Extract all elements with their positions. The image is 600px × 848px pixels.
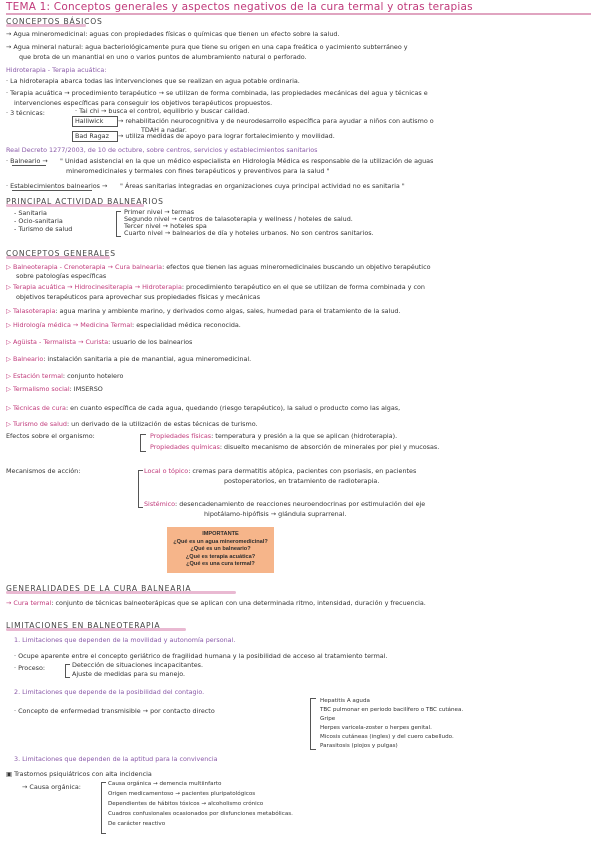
term: Bad Ragaz xyxy=(75,132,109,140)
bracket xyxy=(65,664,70,678)
text-line: · Concepto de enfermedad transmisible → por contacto directo xyxy=(14,707,215,715)
list-item: - Ocio-sanitaria xyxy=(14,217,63,225)
important-heading: IMPORTANTE xyxy=(202,531,239,537)
subheading: Hidroterapia - Terapia acuática: xyxy=(6,66,107,74)
text-line: " Unidad asistencial en la que un médico especialista en Hidrología Médica es responsable de la utilización de aguas xyxy=(60,157,434,165)
text-line: · Tai chi → busca el control, equilibrio y buscar calidad. xyxy=(75,107,250,115)
term: Sistémico xyxy=(144,500,176,508)
section-heading-generalidades: GENERALIDADES DE LA CURA BALNEARIA xyxy=(6,584,192,593)
list-item: Dependientes de hábitos tóxicos → alcoholismo crónico xyxy=(108,801,264,807)
definition: : usuario de los balnearios xyxy=(108,338,193,346)
underline xyxy=(12,165,46,166)
text-line: que brota de un manantial en uno o varios puntos de alumbramiento natural o perforado. xyxy=(19,53,307,61)
important-question: ¿Qué es terapia acuática? xyxy=(185,553,256,560)
definition: : conjunto hotelero xyxy=(62,372,124,380)
text-line: hipotálamo-hipófisis → glándula suprarrenal. xyxy=(204,510,347,518)
term: ▷ Termalismo social xyxy=(6,385,70,393)
term: Halliwick xyxy=(75,117,104,125)
definition: : desencadenamiento de reacciones neuroendocrinas por estimulación del eje xyxy=(175,500,426,508)
subheading: 3. Limitaciones que dependen de la aptitud para la convivencia xyxy=(14,755,218,763)
term: Propiedades físicas xyxy=(150,432,212,440)
subheading: 1. Limitaciones que dependen de la movilidad y autonomía personal. xyxy=(14,636,236,644)
list-item: Hepatitis A aguda xyxy=(320,698,370,704)
text-line: → Agua mineromedicinal: aguas con propiedades físicas o químicas que tienen un efecto sobre la salud. xyxy=(6,30,340,38)
list-item: Segundo nivel → centros de talasoterapia y wellness / hoteles de salud. xyxy=(124,215,353,223)
text-line: · Balneario → xyxy=(6,157,48,165)
term: ▷ Hidrología médica xyxy=(6,321,71,329)
term: ▷ Técnicas de cura xyxy=(6,404,66,412)
subheading: Real Decreto 1277/2003, de 10 de octubre, sobre centros, servicios y establecimientos sanitarios xyxy=(6,146,318,154)
term: ▷ Agüista - Termalista xyxy=(6,338,77,346)
list-item: Cuadros confusionales ocasionados por disfunciones metabólicas. xyxy=(108,811,293,817)
list-item: TBC pulmonar en periodo bacilífero o TBC cutánea. xyxy=(320,707,464,713)
bracket xyxy=(101,782,106,834)
important-question: ¿Qué es una cura termal? xyxy=(186,561,255,568)
text-line: · Ocupe aparente entre el concepto geriátrico de fragilidad humana y la posibilidad de acceso al tratamiento termal. xyxy=(14,652,388,660)
subheading: 2. Limitaciones que depende de la posibilidad del contagio. xyxy=(14,688,205,696)
definition: : un derivado de la utilización de estas técnicas de turismo. xyxy=(66,420,258,428)
important-box xyxy=(167,527,274,573)
definition: : procedimiento terapéutico en el que se utilizan de forma combinada y con xyxy=(181,283,425,291)
definition: : especialidad médica reconocida. xyxy=(132,321,241,329)
text-line: · 3 técnicas: xyxy=(6,109,45,117)
text-line: TDAH a nadar. xyxy=(141,126,187,134)
list-item: Ajuste de medidas para su manejo. xyxy=(72,670,186,678)
bracket xyxy=(310,698,316,750)
text-line: intervenciones específicas para conseguir los objetivos terapéuticos propuestos. xyxy=(14,99,273,107)
text-line: mineromedicinales y termales con fines terapéuticos y preventivos para la salud " xyxy=(66,167,330,175)
list-item: Gripe xyxy=(320,716,336,722)
list-item: Tercer nivel → hoteles spa xyxy=(124,222,207,230)
definition: : temperatura y presión a la que se aplican (hidroterapia). xyxy=(211,432,398,440)
term: → Cura termal xyxy=(6,599,52,607)
important-question: ¿Qué es un agua mineromedicinal? xyxy=(173,538,268,545)
definition: : agua marina y ambiente marino, y derivados como algas, sales, humedad para el tratamiento de la salud. xyxy=(55,307,401,315)
text-line: → rehabilitación neurocognitiva y de neurodesarrollo específica para ayudar a niños con autismo o xyxy=(118,117,434,125)
important-question: ¿Qué es un balneario? xyxy=(190,546,251,553)
list-item: De carácter reactivo xyxy=(108,821,166,827)
list-item: - Turismo de salud xyxy=(14,225,73,233)
text-line: sobre patologías específicas xyxy=(16,272,107,280)
list-item: Herpes varicela-zoster o herpes genital. xyxy=(320,725,432,731)
section-heading-conceptos-basicos: CONCEPTOS BÁSICOS xyxy=(6,17,103,26)
page-title: TEMA 1: Conceptos generales y aspectos negativos de la cura termal y otras terapias xyxy=(6,1,473,13)
list-item: Parasitosis (piojos y pulgas) xyxy=(320,743,398,749)
text-line: ▣ Trastornos psiquiátricos con alta incidencia xyxy=(6,770,152,778)
list-item: Primer nivel → termas xyxy=(124,208,195,216)
list-item: Detección de situaciones incapacitantes. xyxy=(72,661,204,669)
text-line: " Áreas sanitarias integradas en organizaciones cuya principal actividad no es sanitaria " xyxy=(120,182,405,190)
list-item: - Sanitaria xyxy=(14,209,47,217)
list-item: Micosis cutáneas (ingles) y del cuero cabelludo. xyxy=(320,734,454,740)
term: Propiedades químicas xyxy=(150,443,220,451)
term: ▷ Estación termal xyxy=(6,372,63,380)
section-heading-actividad-balnearios: PRINCIPAL ACTIVIDAD BALNEARIOS xyxy=(6,197,164,206)
subheading: Mecanismos de acción: xyxy=(6,467,81,475)
text-line: → Agua mineral natural: agua bacteriológicamente pura que tiene su origen en una capa freática o yacimiento subterráneo y xyxy=(6,43,408,51)
text-line: · Terapia acuática → procedimiento terapéutico → se utilizan de forma combinada, las propiedades mecánicas del agua y técnicas e xyxy=(6,89,428,97)
text-line: · La hidroterapia abarca todas las intervenciones que se realizan en agua potable ordinaria. xyxy=(6,77,300,85)
title-underline xyxy=(6,13,591,15)
definition: : en cuanto específica de cada agua, quedando (riesgo terapéutico), la salud o producto como las algas, xyxy=(65,404,401,412)
term: ▷ Terapia acuática → Hidrocinesiterapia → Hidroterapia xyxy=(6,283,182,291)
term: ▷ Talasoterapia xyxy=(6,307,56,315)
text-line: postoperatorios, en tratamiento de radioterapia. xyxy=(224,477,380,485)
list-item: Causa orgánica → demencia multiinfarto xyxy=(108,781,222,787)
text-line: · Establecimientos balnearios → xyxy=(6,182,108,190)
bracket xyxy=(116,211,121,237)
term: → Curista xyxy=(76,338,109,346)
text-line: → Causa orgánica: xyxy=(22,783,81,791)
list-item: Cuarto nivel → balnearios de día y hoteles urbanos. No son centros sanitarios. xyxy=(124,229,374,237)
section-heading-conceptos-generales: CONCEPTOS GENERALES xyxy=(6,249,116,258)
definition: : IMSERSO xyxy=(69,385,103,393)
underline xyxy=(12,190,92,191)
definition: : disuelto mecanismo de absorción de minerales por piel y mucosas. xyxy=(219,443,440,451)
bracket xyxy=(138,470,143,508)
definition: : instalación sanitaria a pie de manantial, agua mineromedicinal. xyxy=(43,355,252,363)
term: ▷ Balneario xyxy=(6,355,44,363)
term: ▷ Turismo de salud xyxy=(6,420,67,428)
term: ▷ Balneoterapia - Crenoterapia → Cura balnearia xyxy=(6,263,163,271)
definition: : conjunto de técnicas balneoterápicas que se aplican con una determinada ritmo, intensidad, duración y frecuencia. xyxy=(51,599,426,607)
term: Local o tópico xyxy=(144,467,189,475)
definition: : cremas para dermatitis atópica, pacientes con psoriasis, en pacientes xyxy=(188,467,417,475)
text-line: · Proceso: xyxy=(14,664,46,672)
text-line: → utiliza medidas de apoyo para lograr fortalecimiento y movilidad. xyxy=(118,132,335,140)
bracket xyxy=(140,434,146,452)
term: → Medicina Termal xyxy=(70,321,133,329)
definition: : efectos que tienen las aguas mineromedicinales buscando un objetivo terapéutico xyxy=(162,263,431,271)
subheading: Efectos sobre el organismo: xyxy=(6,432,95,440)
text-line: objetivos terapéuticos para aprovechar sus propiedades físicas y mecánicas xyxy=(16,293,261,301)
section-heading-limitaciones: LIMITACIONES EN BALNEOTERAPIA xyxy=(6,621,161,630)
list-item: Origen medicamentoso → pacientes pluripatológicos xyxy=(108,791,256,797)
